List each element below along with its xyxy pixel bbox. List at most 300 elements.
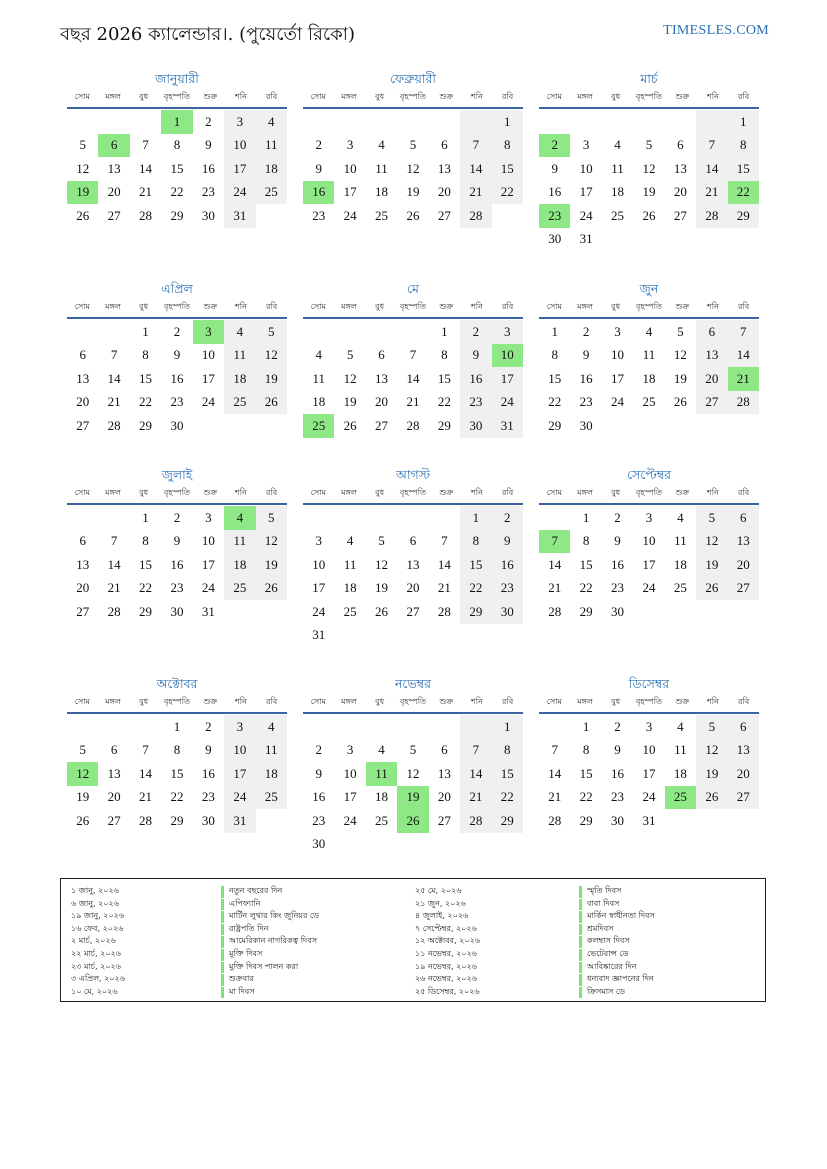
day-cell[interactable]: 6 [98, 134, 129, 158]
day-cell[interactable]: 28 [437, 603, 451, 619]
day-cell[interactable]: 14 [460, 762, 491, 786]
day-cell[interactable]: 28 [548, 603, 562, 619]
day-cell[interactable]: 11 [224, 530, 255, 554]
day-cell[interactable]: 10 [312, 556, 326, 572]
day-cell[interactable]: 18 [224, 553, 255, 577]
day-cell[interactable]: 11 [312, 370, 325, 386]
day-cell[interactable]: 15 [170, 160, 184, 176]
day-cell[interactable]: 3 [645, 718, 653, 734]
day-cell[interactable]: 25 [256, 181, 287, 205]
day-cell[interactable]: 5 [79, 137, 86, 153]
day-cell[interactable]: 5 [378, 533, 385, 549]
day-cell[interactable]: 24 [492, 391, 523, 415]
day-cell[interactable]: 28 [548, 812, 562, 828]
day-cell[interactable]: 12 [256, 344, 287, 368]
day-cell[interactable]: 12 [406, 160, 420, 176]
day-cell[interactable]: 15 [139, 556, 153, 572]
day-cell[interactable]: 15 [579, 765, 593, 781]
day-cell[interactable]: 1 [441, 323, 448, 339]
day-cell[interactable]: 6 [110, 742, 118, 758]
day-cell[interactable]: 17 [642, 765, 656, 781]
day-cell[interactable]: 9 [582, 347, 590, 363]
day-cell[interactable]: 11 [256, 739, 287, 763]
day-cell[interactable]: 31 [224, 809, 255, 833]
day-cell[interactable]: 30 [611, 812, 625, 828]
day-cell[interactable]: 13 [437, 765, 451, 781]
day-cell[interactable]: 8 [582, 742, 590, 758]
day-cell[interactable]: 29 [460, 600, 491, 624]
day-cell[interactable]: 8 [441, 347, 448, 363]
day-cell[interactable]: 15 [437, 370, 451, 386]
day-cell[interactable]: 26 [406, 207, 420, 223]
day-cell[interactable]: 19 [397, 786, 428, 810]
day-cell[interactable]: 27 [406, 603, 420, 619]
day-cell[interactable]: 2 [492, 506, 523, 530]
day-cell[interactable]: 11 [256, 134, 287, 158]
day-cell[interactable]: 12 [375, 556, 389, 572]
day-cell[interactable]: 10 [201, 533, 215, 549]
day-cell[interactable]: 3 [346, 742, 354, 758]
day-cell[interactable]: 28 [107, 417, 121, 433]
day-cell[interactable]: 5 [645, 137, 653, 153]
day-cell[interactable]: 14 [460, 157, 491, 181]
day-cell[interactable]: 10 [642, 533, 656, 549]
day-cell[interactable]: 18 [611, 184, 625, 200]
day-cell[interactable]: 1 [728, 110, 759, 134]
day-cell[interactable]: 25 [642, 394, 656, 410]
day-cell[interactable]: 17 [201, 556, 215, 572]
day-cell[interactable]: 1 [582, 718, 590, 734]
day-cell[interactable]: 29 [139, 603, 153, 619]
day-cell[interactable]: 5 [677, 323, 684, 339]
day-cell[interactable]: 23 [170, 580, 184, 596]
day-cell[interactable]: 19 [375, 580, 389, 596]
day-cell[interactable]: 3 [614, 323, 621, 339]
day-cell[interactable]: 17 [312, 580, 326, 596]
day-cell[interactable]: 7 [110, 347, 118, 363]
day-cell[interactable]: 14 [696, 157, 727, 181]
day-cell[interactable]: 28 [107, 603, 121, 619]
day-cell[interactable]: 30 [611, 603, 625, 619]
day-cell[interactable]: 3 [492, 320, 523, 344]
day-cell[interactable]: 25 [224, 577, 255, 601]
day-cell[interactable]: 8 [582, 533, 590, 549]
day-cell[interactable]: 8 [173, 742, 181, 758]
day-cell[interactable]: 12 [343, 370, 357, 386]
day-cell[interactable]: 2 [173, 509, 181, 525]
day-cell[interactable]: 29 [548, 417, 562, 433]
day-cell[interactable]: 27 [696, 391, 727, 415]
day-cell[interactable]: 16 [579, 370, 593, 386]
day-cell[interactable]: 17 [201, 370, 215, 386]
day-cell[interactable]: 23 [170, 394, 184, 410]
day-cell[interactable]: 5 [256, 506, 287, 530]
day-cell[interactable]: 4 [378, 137, 385, 153]
day-cell[interactable]: 19 [343, 394, 357, 410]
day-cell[interactable]: 27 [437, 812, 451, 828]
day-cell[interactable]: 24 [224, 181, 255, 205]
day-cell[interactable]: 6 [378, 347, 385, 363]
day-cell[interactable]: 20 [76, 580, 90, 596]
day-cell[interactable]: 26 [696, 786, 727, 810]
day-cell[interactable]: 30 [579, 417, 593, 433]
day-cell[interactable]: 30 [312, 836, 326, 852]
day-cell[interactable]: 18 [312, 394, 326, 410]
day-cell[interactable]: 18 [673, 556, 687, 572]
day-cell[interactable]: 9 [173, 533, 181, 549]
day-cell[interactable]: 8 [173, 137, 181, 153]
day-cell[interactable]: 24 [642, 789, 656, 805]
day-cell[interactable]: 20 [375, 394, 389, 410]
day-cell[interactable]: 21 [548, 580, 562, 596]
day-cell[interactable]: 1 [142, 323, 149, 339]
day-cell[interactable]: 8 [460, 530, 491, 554]
day-cell[interactable]: 15 [728, 157, 759, 181]
day-cell[interactable]: 25 [375, 207, 389, 223]
day-cell[interactable]: 1 [142, 509, 149, 525]
day-cell[interactable]: 5 [409, 742, 417, 758]
day-cell[interactable]: 11 [375, 160, 388, 176]
day-cell[interactable]: 2 [539, 134, 570, 158]
day-cell[interactable]: 7 [142, 137, 149, 153]
day-cell[interactable]: 13 [437, 160, 451, 176]
day-cell[interactable]: 25 [375, 812, 389, 828]
day-cell[interactable]: 21 [437, 580, 451, 596]
day-cell[interactable]: 6 [441, 137, 448, 153]
day-cell[interactable]: 14 [548, 556, 562, 572]
day-cell[interactable]: 30 [201, 207, 215, 223]
day-cell[interactable]: 21 [696, 181, 727, 205]
day-cell[interactable]: 6 [79, 533, 86, 549]
day-cell[interactable]: 19 [67, 181, 98, 205]
day-cell[interactable]: 28 [696, 204, 727, 228]
day-cell[interactable]: 5 [346, 347, 354, 363]
day-cell[interactable]: 6 [677, 137, 684, 153]
day-cell[interactable]: 1 [492, 110, 523, 134]
day-cell[interactable]: 4 [378, 742, 385, 758]
day-cell[interactable]: 31 [492, 414, 523, 438]
day-cell[interactable]: 25 [665, 786, 696, 810]
day-cell[interactable]: 23 [312, 207, 326, 223]
day-cell[interactable]: 3 [224, 715, 255, 739]
day-cell[interactable]: 16 [201, 160, 215, 176]
day-cell[interactable]: 24 [611, 394, 625, 410]
day-cell[interactable]: 14 [139, 765, 153, 781]
day-cell[interactable]: 25 [303, 414, 334, 438]
day-cell[interactable]: 23 [492, 577, 523, 601]
day-cell[interactable]: 9 [551, 160, 558, 176]
day-cell[interactable]: 27 [437, 207, 451, 223]
day-cell[interactable]: 26 [256, 577, 287, 601]
day-cell[interactable]: 21 [460, 786, 491, 810]
day-cell[interactable]: 27 [728, 577, 759, 601]
day-cell[interactable]: 3 [224, 110, 255, 134]
day-cell[interactable]: 17 [224, 157, 255, 181]
day-cell[interactable]: 22 [579, 789, 593, 805]
day-cell[interactable]: 27 [76, 603, 90, 619]
day-cell[interactable]: 7 [551, 742, 558, 758]
day-cell[interactable]: 2 [614, 718, 621, 734]
day-cell[interactable]: 3 [645, 509, 653, 525]
day-cell[interactable]: 18 [343, 580, 357, 596]
day-cell[interactable]: 23 [201, 184, 215, 200]
day-cell[interactable]: 23 [460, 391, 491, 415]
day-cell[interactable]: 12 [696, 739, 727, 763]
day-cell[interactable]: 21 [460, 181, 491, 205]
day-cell[interactable]: 20 [437, 789, 451, 805]
day-cell[interactable]: 16 [460, 367, 491, 391]
day-cell[interactable]: 21 [107, 394, 121, 410]
day-cell[interactable]: 7 [696, 134, 727, 158]
day-cell[interactable]: 18 [224, 367, 255, 391]
day-cell[interactable]: 8 [492, 739, 523, 763]
day-cell[interactable]: 12 [76, 160, 90, 176]
day-cell[interactable]: 20 [76, 394, 90, 410]
day-cell[interactable]: 28 [460, 809, 491, 833]
day-cell[interactable]: 16 [548, 184, 562, 200]
day-cell[interactable]: 5 [79, 742, 86, 758]
day-cell[interactable]: 29 [579, 812, 593, 828]
day-cell[interactable]: 7 [142, 742, 149, 758]
day-cell[interactable]: 22 [437, 394, 451, 410]
day-cell[interactable]: 24 [201, 394, 215, 410]
day-cell[interactable]: 11 [674, 533, 687, 549]
day-cell[interactable]: 11 [642, 347, 656, 363]
day-cell[interactable]: 12 [406, 765, 420, 781]
day-cell[interactable]: 26 [696, 577, 727, 601]
day-cell[interactable]: 26 [76, 207, 90, 223]
day-cell[interactable]: 2 [205, 113, 212, 129]
day-cell[interactable]: 24 [579, 207, 593, 223]
day-cell[interactable]: 10 [201, 347, 215, 363]
day-cell[interactable]: 9 [614, 533, 621, 549]
day-cell[interactable]: 4 [346, 533, 354, 549]
day-cell[interactable]: 3 [346, 137, 354, 153]
day-cell[interactable]: 13 [107, 160, 121, 176]
day-cell[interactable]: 24 [642, 580, 656, 596]
day-cell[interactable]: 29 [170, 207, 184, 223]
day-cell[interactable]: 18 [673, 765, 687, 781]
day-cell[interactable]: 17 [343, 789, 357, 805]
day-cell[interactable]: 30 [548, 231, 562, 247]
day-cell[interactable]: 12 [673, 347, 687, 363]
day-cell[interactable]: 20 [107, 789, 121, 805]
day-cell[interactable]: 25 [611, 207, 625, 223]
day-cell[interactable]: 20 [437, 184, 451, 200]
day-cell[interactable]: 18 [642, 370, 656, 386]
day-cell[interactable]: 27 [107, 812, 121, 828]
day-cell[interactable]: 27 [375, 417, 389, 433]
day-cell[interactable]: 14 [548, 765, 562, 781]
day-cell[interactable]: 4 [677, 718, 684, 734]
day-cell[interactable]: 12 [642, 160, 656, 176]
day-cell[interactable]: 11 [611, 160, 624, 176]
day-cell[interactable]: 13 [728, 739, 759, 763]
day-cell[interactable]: 4 [645, 323, 653, 339]
day-cell[interactable]: 17 [224, 762, 255, 786]
day-cell[interactable]: 29 [492, 809, 523, 833]
day-cell[interactable]: 24 [312, 603, 326, 619]
day-cell[interactable]: 4 [256, 110, 287, 134]
day-cell[interactable]: 17 [492, 367, 523, 391]
day-cell[interactable]: 22 [139, 394, 153, 410]
day-cell[interactable]: 22 [492, 786, 523, 810]
day-cell[interactable]: 16 [492, 553, 523, 577]
day-cell[interactable]: 14 [437, 556, 451, 572]
day-cell[interactable]: 15 [492, 762, 523, 786]
day-cell[interactable]: 1 [173, 718, 181, 734]
day-cell[interactable]: 20 [728, 553, 759, 577]
day-cell[interactable]: 18 [256, 157, 287, 181]
day-cell[interactable]: 4 [224, 506, 255, 530]
day-cell[interactable]: 31 [312, 627, 326, 643]
day-cell[interactable]: 16 [303, 181, 334, 205]
day-cell[interactable]: 26 [256, 391, 287, 415]
day-cell[interactable]: 16 [611, 556, 625, 572]
day-cell[interactable]: 5 [409, 137, 417, 153]
day-cell[interactable]: 9 [492, 530, 523, 554]
day-cell[interactable]: 22 [492, 181, 523, 205]
day-cell[interactable]: 10 [343, 160, 357, 176]
day-cell[interactable]: 14 [406, 370, 420, 386]
day-cell[interactable]: 4 [677, 509, 684, 525]
day-cell[interactable]: 13 [696, 344, 727, 368]
day-cell[interactable]: 31 [642, 812, 656, 828]
day-cell[interactable]: 24 [201, 580, 215, 596]
day-cell[interactable]: 6 [409, 533, 417, 549]
day-cell[interactable]: 26 [76, 812, 90, 828]
day-cell[interactable]: 20 [728, 762, 759, 786]
day-cell[interactable]: 10 [492, 344, 523, 368]
day-cell[interactable]: 14 [107, 556, 121, 572]
day-cell[interactable]: 28 [728, 391, 759, 415]
day-cell[interactable]: 2 [315, 742, 322, 758]
day-cell[interactable]: 22 [139, 580, 153, 596]
day-cell[interactable]: 4 [256, 715, 287, 739]
day-cell[interactable]: 27 [673, 207, 687, 223]
day-cell[interactable]: 1 [582, 509, 590, 525]
day-cell[interactable]: 19 [642, 184, 656, 200]
day-cell[interactable]: 29 [437, 417, 451, 433]
day-cell[interactable]: 7 [409, 347, 417, 363]
day-cell[interactable]: 15 [170, 765, 184, 781]
day-cell[interactable]: 16 [312, 789, 326, 805]
day-cell[interactable]: 30 [170, 603, 184, 619]
day-cell[interactable]: 19 [673, 370, 687, 386]
day-cell[interactable]: 9 [315, 160, 322, 176]
day-cell[interactable]: 9 [205, 742, 212, 758]
day-cell[interactable]: 13 [673, 160, 687, 176]
day-cell[interactable]: 23 [312, 812, 326, 828]
day-cell[interactable]: 30 [460, 414, 491, 438]
day-cell[interactable]: 2 [582, 323, 590, 339]
day-cell[interactable]: 16 [170, 556, 184, 572]
day-cell[interactable]: 19 [406, 184, 420, 200]
day-cell[interactable]: 13 [107, 765, 121, 781]
day-cell[interactable]: 8 [551, 347, 558, 363]
day-cell[interactable]: 5 [696, 715, 727, 739]
day-cell[interactable]: 28 [406, 417, 420, 433]
day-cell[interactable]: 9 [315, 765, 322, 781]
day-cell[interactable]: 8 [142, 533, 149, 549]
day-cell[interactable]: 2 [173, 323, 181, 339]
day-cell[interactable]: 3 [582, 137, 590, 153]
day-cell[interactable]: 28 [460, 204, 491, 228]
day-cell[interactable]: 27 [107, 207, 121, 223]
day-cell[interactable]: 4 [614, 137, 621, 153]
day-cell[interactable]: 12 [696, 530, 727, 554]
day-cell[interactable]: 5 [696, 506, 727, 530]
day-cell[interactable]: 12 [67, 762, 98, 786]
day-cell[interactable]: 3 [205, 509, 212, 525]
day-cell[interactable]: 25 [343, 603, 357, 619]
day-cell[interactable]: 7 [110, 533, 118, 549]
day-cell[interactable]: 22 [170, 789, 184, 805]
day-cell[interactable]: 6 [441, 742, 448, 758]
day-cell[interactable]: 1 [492, 715, 523, 739]
day-cell[interactable]: 4 [224, 320, 255, 344]
day-cell[interactable]: 21 [548, 789, 562, 805]
day-cell[interactable]: 26 [375, 603, 389, 619]
day-cell[interactable]: 20 [406, 580, 420, 596]
day-cell[interactable]: 22 [548, 394, 562, 410]
day-cell[interactable]: 7 [441, 533, 448, 549]
day-cell[interactable]: 11 [674, 742, 687, 758]
day-cell[interactable]: 16 [201, 765, 215, 781]
day-cell[interactable]: 19 [256, 553, 287, 577]
day-cell[interactable]: 8 [142, 347, 149, 363]
day-cell[interactable]: 2 [205, 718, 212, 734]
day-cell[interactable]: 15 [579, 556, 593, 572]
day-cell[interactable]: 23 [611, 580, 625, 596]
day-cell[interactable]: 26 [642, 207, 656, 223]
day-cell[interactable]: 11 [366, 762, 397, 786]
day-cell[interactable]: 6 [79, 347, 86, 363]
day-cell[interactable]: 8 [492, 134, 523, 158]
day-cell[interactable]: 6 [728, 715, 759, 739]
day-cell[interactable]: 14 [107, 370, 121, 386]
day-cell[interactable]: 29 [139, 417, 153, 433]
day-cell[interactable]: 23 [539, 204, 570, 228]
day-cell[interactable]: 9 [460, 344, 491, 368]
day-cell[interactable]: 2 [614, 509, 621, 525]
day-cell[interactable]: 10 [579, 160, 593, 176]
day-cell[interactable]: 28 [139, 207, 153, 223]
day-cell[interactable]: 14 [728, 344, 759, 368]
day-cell[interactable]: 11 [343, 556, 357, 572]
day-cell[interactable]: 25 [256, 786, 287, 810]
day-cell[interactable]: 9 [614, 742, 621, 758]
day-cell[interactable]: 20 [107, 184, 121, 200]
day-cell[interactable]: 15 [460, 553, 491, 577]
day-cell[interactable]: 26 [397, 809, 428, 833]
day-cell[interactable]: 12 [256, 530, 287, 554]
day-cell[interactable]: 24 [343, 207, 357, 223]
day-cell[interactable]: 13 [406, 556, 420, 572]
day-cell[interactable]: 31 [579, 231, 593, 247]
day-cell[interactable]: 22 [728, 181, 759, 205]
brand-link[interactable]: TIMESLES.COM [663, 23, 769, 38]
day-cell[interactable]: 2 [460, 320, 491, 344]
day-cell[interactable]: 20 [673, 184, 687, 200]
day-cell[interactable]: 1 [460, 506, 491, 530]
day-cell[interactable]: 30 [492, 600, 523, 624]
day-cell[interactable]: 16 [170, 370, 184, 386]
day-cell[interactable]: 10 [611, 347, 625, 363]
day-cell[interactable]: 17 [611, 370, 625, 386]
day-cell[interactable]: 10 [224, 739, 255, 763]
day-cell[interactable]: 23 [611, 789, 625, 805]
